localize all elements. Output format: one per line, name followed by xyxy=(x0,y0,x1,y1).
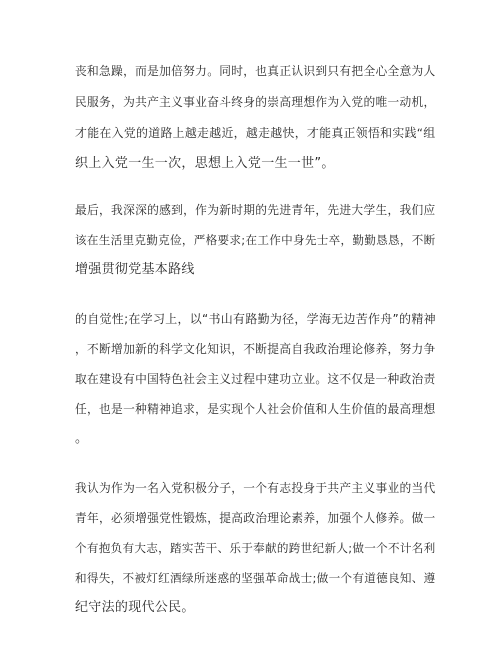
paragraph-1-line-4: 织上入党一生一次，思想上入党一生一世”。 xyxy=(75,156,335,171)
paragraph-4-line-3: 个有抱负有大志，踏实苦干、乐于奉献的跨世纪新人;做一个不计名利 xyxy=(75,541,436,555)
paragraph-4-line-2: 青年，必须增强党性锻炼，提高政治理论素养，加强个人修养。做一 xyxy=(75,511,436,525)
paragraph-2-line-2: 该在生活里克勤克俭，严格要求;在工作中身先士卒，勤勤恳恳，不断 xyxy=(75,233,436,247)
paragraph-4-line-1: 我认为作为一名入党积极分子，一个有志投身于共产主义事业的当代 xyxy=(75,481,436,495)
paragraph-3-line-3: 取在建设有中国特色社会主义过程中建功立业。这不仅是一种政治责 xyxy=(75,372,436,386)
paragraph-3-line-1: 的自觉性;在学习上，以“书山有路勤为径，学海无边苦作舟”的精神 xyxy=(75,312,436,326)
paragraph-2-line-3: 增强贯彻党基本路线 xyxy=(75,262,195,277)
paragraph-1-line-2: 民服务，为共产主义事业奋斗终身的崇高理想作为入党的唯一动机， xyxy=(75,95,436,109)
paragraph-4-line-4: 和得失，不被灯红酒绿所迷惑的坚强革命战士;做一个有道德良知、遵 xyxy=(75,571,436,585)
paragraph-3-line-5: 。 xyxy=(75,431,89,446)
paragraph-2-line-1: 最后，我深深的感到，作为新时期的先进青年，先进大学生，我们应 xyxy=(75,203,436,217)
paragraph-1-line-1: 丧和急躁，而是加倍努力。同时，也真正认识到只有把全心全意为人 xyxy=(75,64,436,78)
paragraph-3-line-4: 任，也是一种精神追求，是实现个人社会价值和人生价值的最高理想 xyxy=(75,402,436,416)
paragraph-3-line-2: ，不断增加新的科学文化知识，不断提高自我政治理论修养，努力争 xyxy=(75,342,436,356)
paragraph-1-line-3: 才能在入党的道路上越走越近，越走越快，才能真正领悟和实践“组 xyxy=(75,126,436,140)
paragraph-4-line-5: 纪守法的现代公民。 xyxy=(75,600,195,615)
